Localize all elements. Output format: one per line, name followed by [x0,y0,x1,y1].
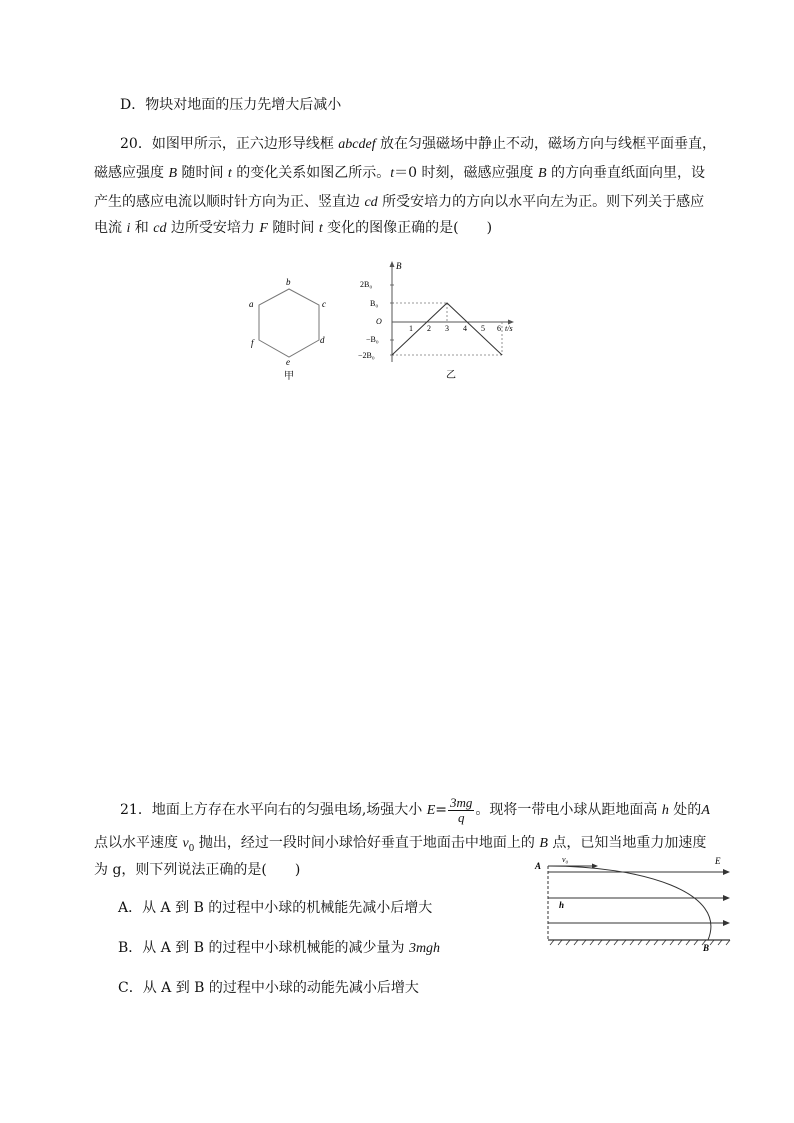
field-trajectory-figure [532,852,732,952]
q21-stem-line1: 21．地面上方存在水平向右的匀强电场,场强大小 E= $\frac{3mg}{q}$ 。现将一带电小球从距地面高 h 处的A [120,794,710,825]
x-tick-5: 5 [481,324,485,333]
q19-option-d: D．物块对地面的压力先增大后减小 [120,97,342,113]
field-arrow-1-icon [723,869,730,875]
field-e-label: E [715,856,721,866]
q21-option-b: B．从 A 到 B 的过程中小球机械能的减少量为 3mgh [118,940,441,956]
x-tick-2: 2 [427,324,431,333]
point-b-label: B [703,943,710,952]
hexagon-figure [248,276,338,386]
caption-jia: 甲 [284,371,294,382]
y-tick-2b0: 2B₀ [360,280,373,289]
vertex-e: e [286,357,290,367]
q21-stem-line2: 点以水平速度 $v_0$ 抛出，经过一段时间小球恰好垂直于地面击中地面上的 B 点，已知当地重力加速度 [94,835,707,854]
y-axis-label: B [396,261,402,271]
field-strength-fraction: $\frac{3mg}{q}$ [450,794,473,825]
x-axis-label: t/s [505,324,513,333]
q21-option-c: C．从 A 到 B 的过程中小球的动能先减小后增大 [118,980,419,996]
field-arrow-2-icon [723,895,730,901]
point-a-label: A [535,861,542,871]
hexagon-frame [259,289,319,357]
q20-stem-line3: 产生的感应电流以顺时针方向为正、竖直边 cd 所受安培力的方向以水平向左为正。则下列关于感应 [94,194,705,210]
q20-stem-line2: 磁感应强度 B 随时间 t 的变化关系如图乙所示。t＝0 时刻，磁感应强度 B 的方向垂直纸面向里，设 [94,165,705,181]
y-axis-arrow-icon [390,261,395,267]
q21-option-a: A．从 A 到 B 的过程中小球的机械能先减小后增大 [118,900,433,916]
q20-stem-line1: 20．如图甲所示，正六边形导线框 abcdef 放在匀强磁场中静止不动，磁场方向与线框平面垂直， [120,136,717,152]
q20-stem-line4: 电流 i 和 cd 边所受安培力 F 随时间 t 变化的图像正确的是( ) [94,220,493,236]
x-tick-4: 4 [463,324,467,333]
vertex-f: f [251,338,254,348]
x-tick-1: 1 [409,324,413,333]
y-tick-neg-b0: −B₀ [366,335,379,344]
b-t-graph [358,258,528,383]
trajectory-curve [548,866,711,940]
caption-yi: 乙 [446,370,456,381]
q21-stem-line3: 为 g，则下列说法正确的是( ) [94,862,301,878]
y-tick-b0: B₀ [370,299,379,308]
vertex-c: c [322,299,326,309]
y-tick-origin: O [376,317,382,326]
x-tick-6: 6 [497,324,501,333]
vertex-d: d [320,335,325,345]
field-arrow-3-icon [723,920,730,926]
y-tick-neg-2b0: −2B₀ [358,351,375,360]
v0-label: v₀ [562,855,569,864]
x-tick-3: 3 [445,324,449,333]
vertex-b: b [286,277,291,287]
vertex-a: a [249,299,254,309]
height-h-label: h [559,900,565,910]
